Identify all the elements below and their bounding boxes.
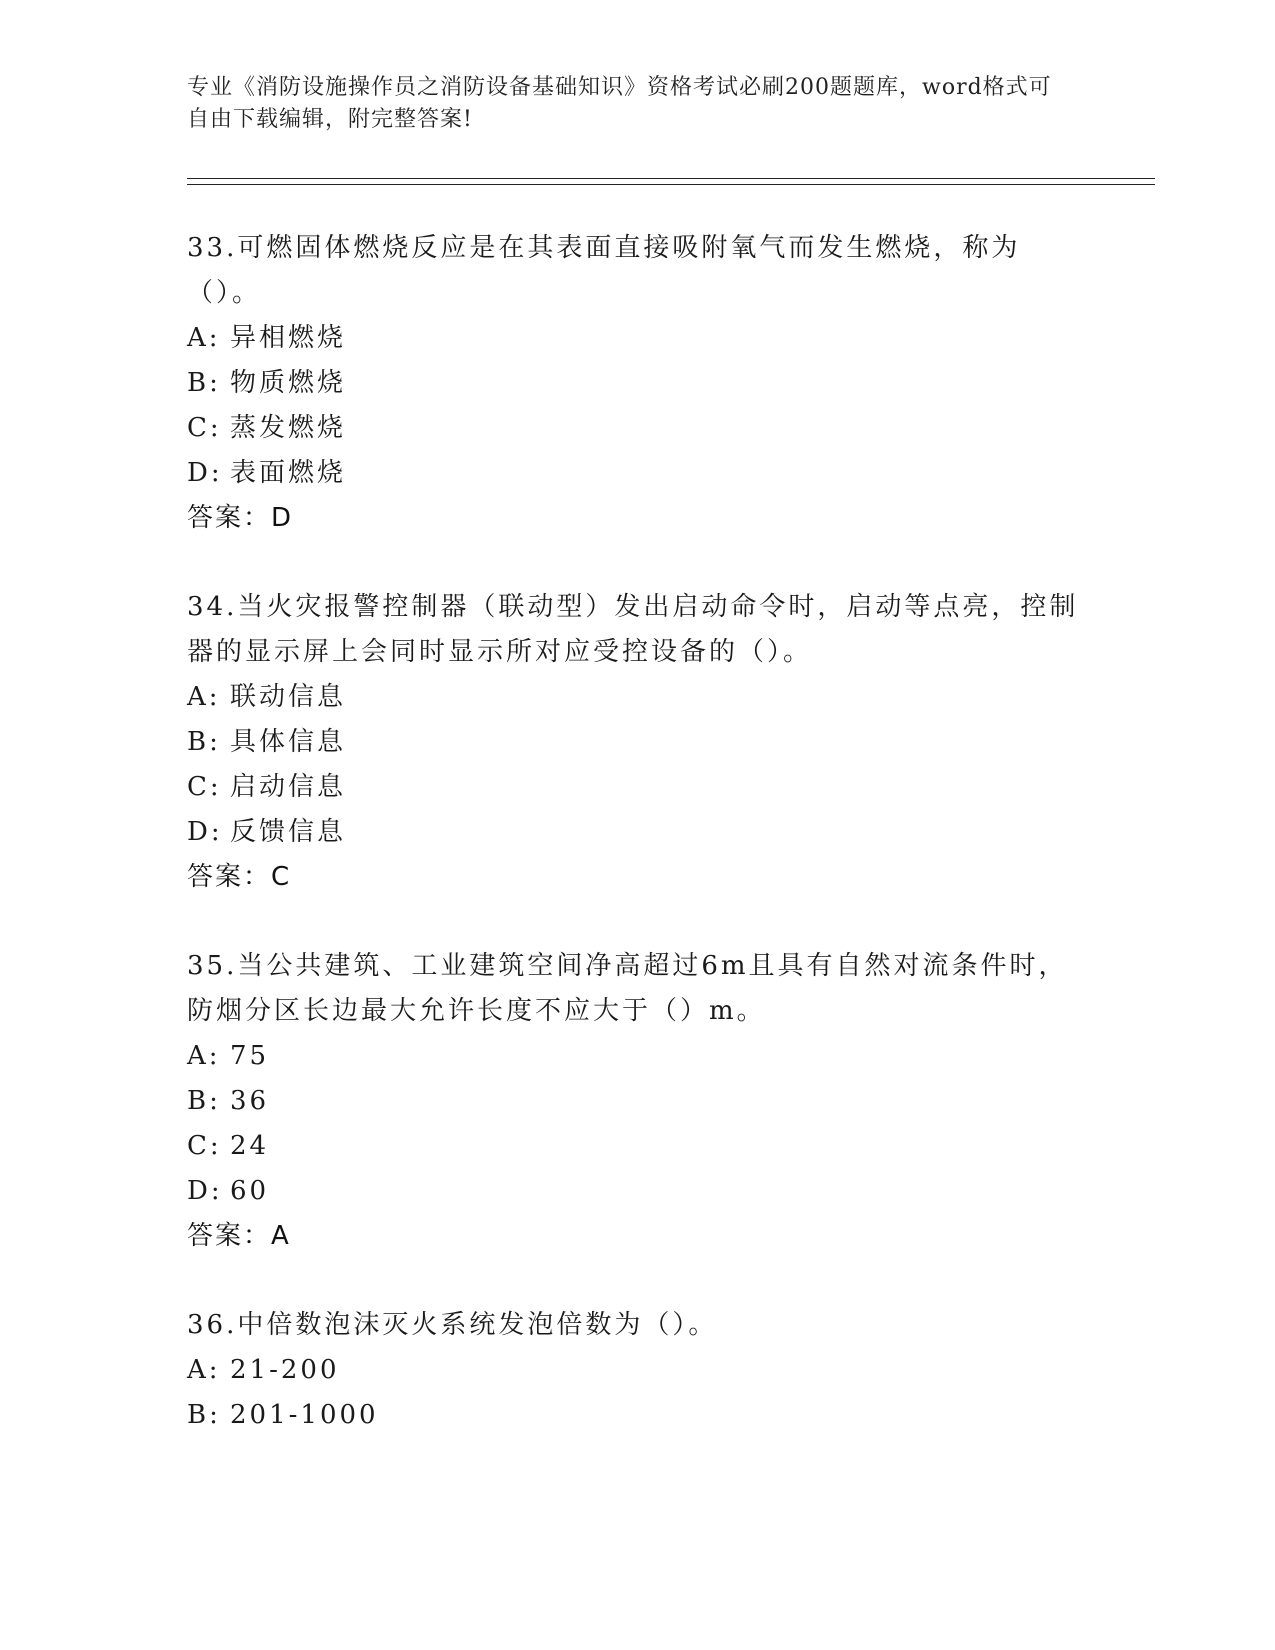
- option-text: 21-200: [230, 1355, 340, 1385]
- header-divider-top: [187, 178, 1155, 179]
- option-a: [187, 1034, 1087, 1079]
- option-letter: A:: [187, 323, 221, 353]
- option-letter: D:: [187, 1176, 223, 1206]
- option-b: [187, 720, 1087, 765]
- option-a: [187, 1348, 1087, 1393]
- option-b: [187, 1079, 1087, 1124]
- option-text: 表面燃烧: [230, 458, 347, 488]
- question-35: [187, 944, 1087, 1259]
- option-text: 60: [230, 1176, 270, 1206]
- option-text: 异相燃烧: [230, 323, 347, 353]
- option-a: [187, 675, 1087, 720]
- option-text: 36: [230, 1086, 270, 1116]
- option-text: 启动信息: [230, 772, 347, 802]
- answer-label: 答案：: [187, 503, 272, 533]
- option-letter: A:: [187, 682, 221, 712]
- option-b: [187, 361, 1087, 406]
- option-text: 24: [230, 1131, 270, 1161]
- question-stem: 33.可燃固体燃烧反应是在其表面直接吸附氧气而发生燃烧，称为（）。: [187, 233, 1021, 308]
- document-title: 专业《消防设施操作员之消防设备基础知识》资格考试必刷200题题库，word格式可自由下载编辑，附完整答案!: [187, 75, 1052, 132]
- option-d: [187, 1169, 1087, 1214]
- answer-label: 答案：: [187, 1221, 272, 1251]
- option-letter: B:: [187, 1086, 221, 1116]
- option-d: [187, 451, 1087, 496]
- option-letter: A:: [187, 1041, 221, 1071]
- question-36: [187, 1303, 1087, 1438]
- page-header: [187, 72, 1067, 136]
- option-text: 物质燃烧: [230, 368, 347, 398]
- option-letter: C:: [187, 1131, 222, 1161]
- option-b: [187, 1393, 1087, 1438]
- option-letter: A:: [187, 1355, 221, 1385]
- option-letter: B:: [187, 727, 221, 757]
- option-letter: C:: [187, 413, 222, 443]
- answer-label: 答案：: [187, 862, 272, 892]
- answer: [187, 855, 1087, 900]
- option-c: [187, 1124, 1087, 1169]
- option-a: [187, 316, 1087, 361]
- option-letter: D:: [187, 458, 223, 488]
- question-stem: 34.当火灾报警控制器（联动型）发出启动命令时，启动等点亮，控制器的显示屏上会同时显示所对应受控设备的（）。: [187, 592, 1079, 667]
- question-33: [187, 226, 1087, 541]
- answer-value: C: [271, 862, 292, 892]
- option-letter: B:: [187, 1400, 221, 1430]
- option-c: [187, 406, 1087, 451]
- option-letter: B:: [187, 368, 221, 398]
- option-text: 75: [230, 1041, 270, 1071]
- option-text: 蒸发燃烧: [230, 413, 347, 443]
- option-c: [187, 765, 1087, 810]
- question-list: [187, 226, 1087, 1482]
- question-stem: 35.当公共建筑、工业建筑空间净高超过6m且具有自然对流条件时，防烟分区长边最大允许长度不应大于（）m。: [187, 951, 1068, 1026]
- question-34: [187, 585, 1087, 900]
- answer: [187, 496, 1087, 541]
- option-d: [187, 810, 1087, 855]
- option-text: 具体信息: [230, 727, 347, 757]
- question-stem: 36.中倍数泡沫灭火系统发泡倍数为（）。: [187, 1310, 718, 1340]
- answer: [187, 1214, 1087, 1259]
- header-divider-bottom: [187, 184, 1155, 185]
- option-text: 反馈信息: [230, 817, 347, 847]
- answer-value: A: [271, 1221, 291, 1251]
- option-text: 联动信息: [230, 682, 347, 712]
- option-text: 201-1000: [230, 1400, 379, 1430]
- option-letter: C:: [187, 772, 222, 802]
- option-letter: D:: [187, 817, 223, 847]
- answer-value: D: [271, 503, 294, 533]
